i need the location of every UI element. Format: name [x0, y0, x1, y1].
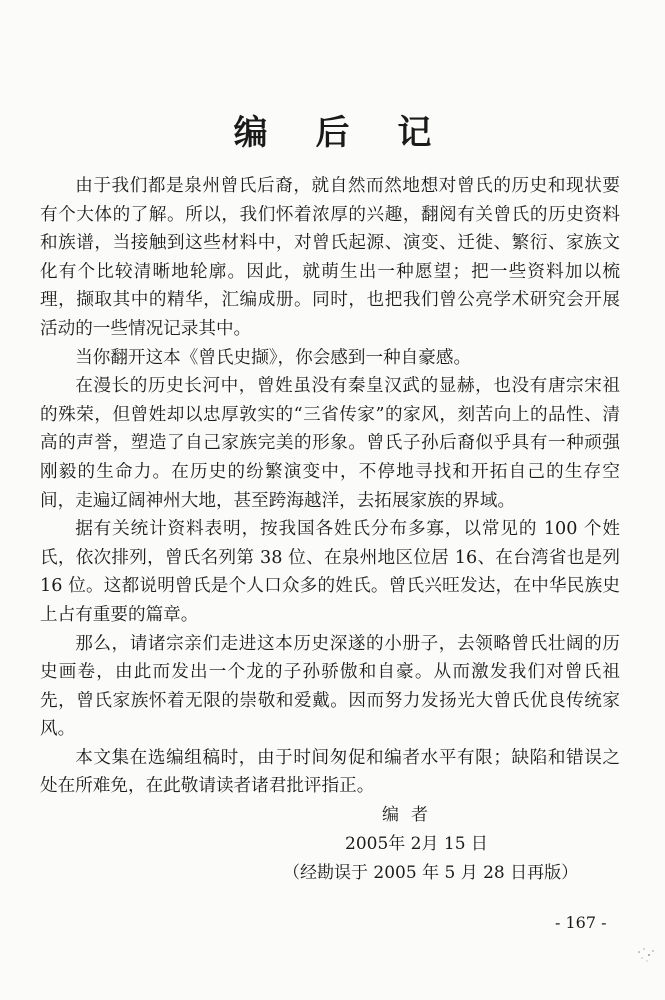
paragraph-6: 本文集在选编组稿时，由于时间匆促和编者水平有限；缺陷和错误之处在所难免，在此敬请读者诸君批评指正。	[40, 747, 620, 797]
revision-note: （经勘误于 2005 年 5 月 28 日再版）	[283, 863, 579, 883]
paragraph-2: 当你翻开这本《曾氏史撷》，你会感到一种自豪感。	[75, 347, 472, 368]
paragraph-5: 那么，请诸宗亲们走进这本历史深遂的小册子，去领略曾氏壮阔的历史画卷，由此而发出一个龙的子孙骄傲和自豪。从而激发我们对曾氏祖先，曾氏家族怀着无限的崇敬和爱戴。因而努力发扬光大曾氏优良传统家风。	[40, 633, 620, 740]
paragraph-3: 在漫长的历史长河中，曾姓虽没有秦皇汉武的显赫，也没有唐宗宋祖的殊荣，但曾姓却以忠厚敦实的“三省传家”的家风，刻苦向上的品性、清高的声誉，塑造了自己家族完美的形象。曾氏子孙后裔似乎具有一种顽强刚毅的生命力。在历史的纷繁演变中，不停地寻找和开拓自己的生存空间，走遍辽阔神州大地，甚至跨海越洋，去拓展家族的界域。	[40, 376, 620, 511]
paragraph-4: 据有关统计资料表明，按我国各姓氏分布多寡，以常见的 100 个姓氏，依次排列，曾氏名列第 38 位、在泉州地区位居 16、在台湾省也是列 16 位。这都说明曾氏是个人口众多的姓氏。曾氏兴旺发达，在中华民族史上占有重要的篇章。	[40, 519, 620, 625]
paragraph-1: 由于我们都是泉州曾氏后裔，就自然而然地想对曾氏的历史和现状要有个大体的了解。所以，我们怀着浓厚的兴趣，翻阅有关曾氏的历史资料和族谱，当接触到这些材料中，对曾氏起源、演变、迁徙、繁衍、家族文化有个比较清晰地轮廓。因此，就萌生出一种愿望；把一些资料加以梳理，撷取其中的精华，汇编成册。同时，也把我们曾公亮学术研究会开展活动的一些情况记录其中。	[40, 176, 620, 339]
body-text	[40, 172, 620, 801]
signature-author: 编者	[382, 805, 440, 825]
scan-speck-mark	[635, 946, 657, 964]
signature-date: 2005年 2月 15 日	[345, 834, 488, 854]
page-title: 编 后 记	[233, 113, 450, 153]
page-number: - 167 -	[555, 913, 607, 932]
